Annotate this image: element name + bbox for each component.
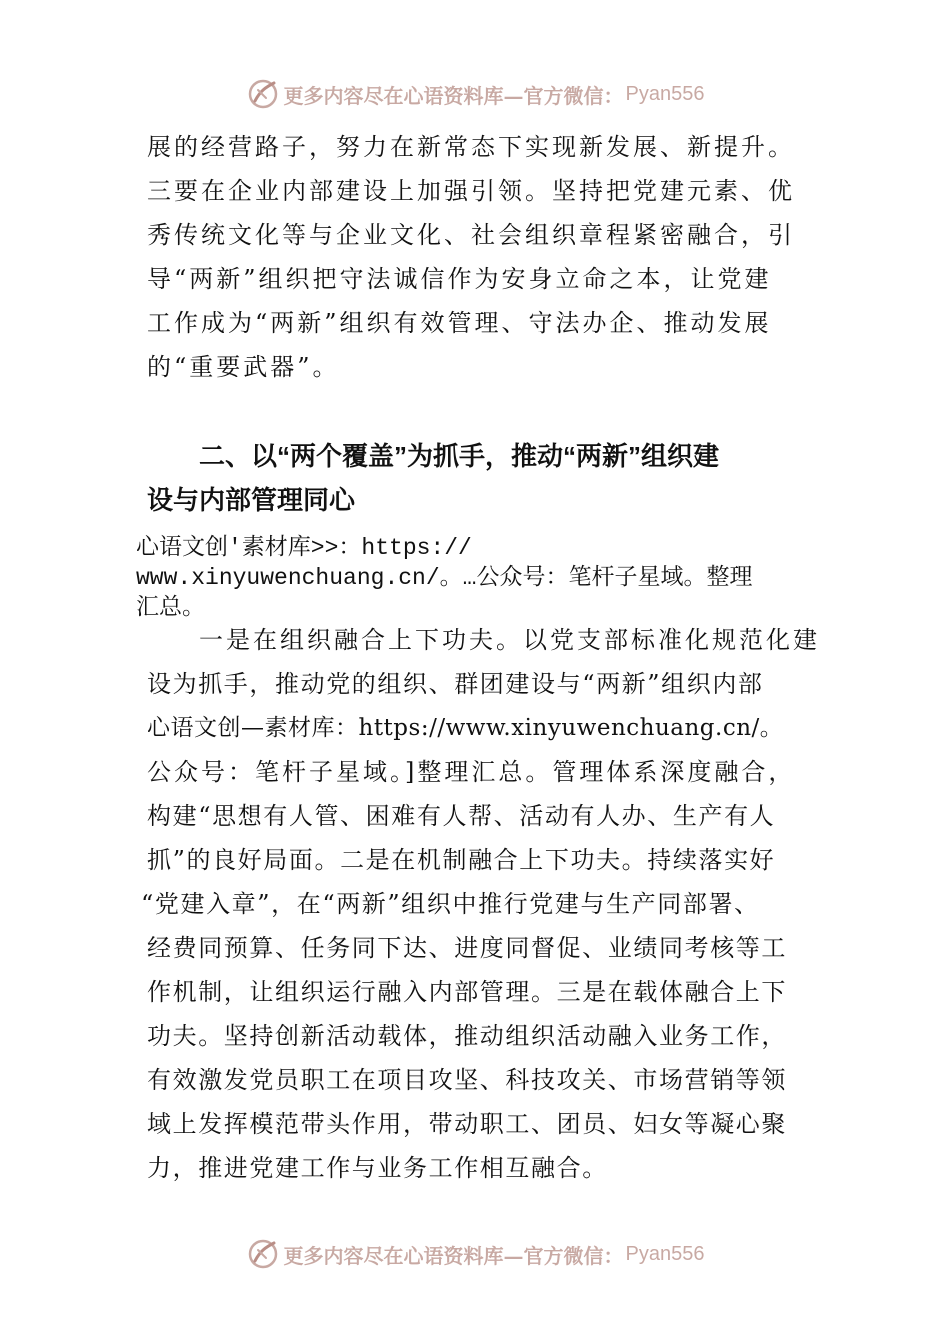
watermark-banner-bottom [0, 1234, 950, 1274]
source-note-line-2: www.xinyuwenchuang.cn/。…公众号：笔杆子星域。整理 [136, 565, 753, 591]
logo-icon [246, 1237, 280, 1271]
watermark-wechat-id: Pyan556 [625, 82, 705, 105]
source-note-line-1: 心语文创'素材库>>：https:// [136, 535, 472, 561]
intro-line-4: 导“两新”组织把守法诚信作为安身立命之本，让党建 [147, 265, 772, 293]
watermark-wechat-id: Pyan556 [625, 1242, 705, 1265]
main-line-13: 力，推进党建工作与业务工作相互融合。 [147, 1154, 608, 1182]
main-line-9: 作机制，让组织运行融入内部管理。三是在载体融合上下 [147, 978, 787, 1006]
intro-line-5: 工作成为“两新”组织有效管理、守法办企、推动发展 [147, 309, 772, 337]
source-note-line-3: 汇总。 [136, 595, 205, 621]
main-line-7: “党建入章”，在“两新”组织中推行党建与生产同部署、 [141, 890, 760, 918]
section-heading-line-1: 二、以“两个覆盖”为抓手，推动“两新”组织建 [199, 441, 720, 471]
main-line-12: 域上发挥模范带头作用，带动职工、团员、妇女等凝心聚 [147, 1110, 787, 1138]
logo-icon [246, 77, 280, 111]
watermark-banner-top [0, 74, 950, 114]
main-line-2: 设为抓手，推动党的组织、群团建设与“两新”组织内部 [147, 670, 764, 698]
main-line-10: 功夫。坚持创新活动载体，推动组织活动融入业务工作， [147, 1022, 787, 1050]
main-line-1: 一是在组织融合上下功夫。以党支部标准化规范化建 [199, 626, 820, 654]
intro-line-6: 的“重要武器”。 [147, 353, 340, 381]
section-heading-line-2: 设与内部管理同心 [147, 485, 356, 515]
main-line-4: 公众号：笔杆子星域。]整理汇总。管理体系深度融合， [147, 758, 796, 786]
intro-line-1: 展的经营路子，努力在新常态下实现新发展、新提升。 [147, 133, 795, 161]
intro-line-3: 秀传统文化等与企业文化、社会组织章程紧密融合，引 [147, 221, 795, 249]
main-line-8: 经费同预算、任务同下达、进度同督促、业绩同考核等工 [147, 934, 787, 962]
watermark-text: 更多内容尽在心语资料库—官方微信： [283, 83, 624, 108]
main-line-11: 有效激发党员职工在项目攻坚、科技攻关、市场营销等领 [147, 1066, 787, 1094]
main-line-5: 构建“思想有人管、困难有人帮、活动有人办、生产有人 [147, 802, 776, 830]
intro-line-2: 三要在企业内部建设上加强引领。坚持把党建元素、优 [147, 177, 795, 205]
main-line-6: 抓”的良好局面。二是在机制融合上下功夫。持续落实好 [147, 846, 776, 874]
watermark-text: 更多内容尽在心语资料库—官方微信： [283, 1243, 624, 1268]
main-line-3: 心语文创—素材库：https://www.xinyuwenchuang.cn/。 [147, 715, 784, 741]
